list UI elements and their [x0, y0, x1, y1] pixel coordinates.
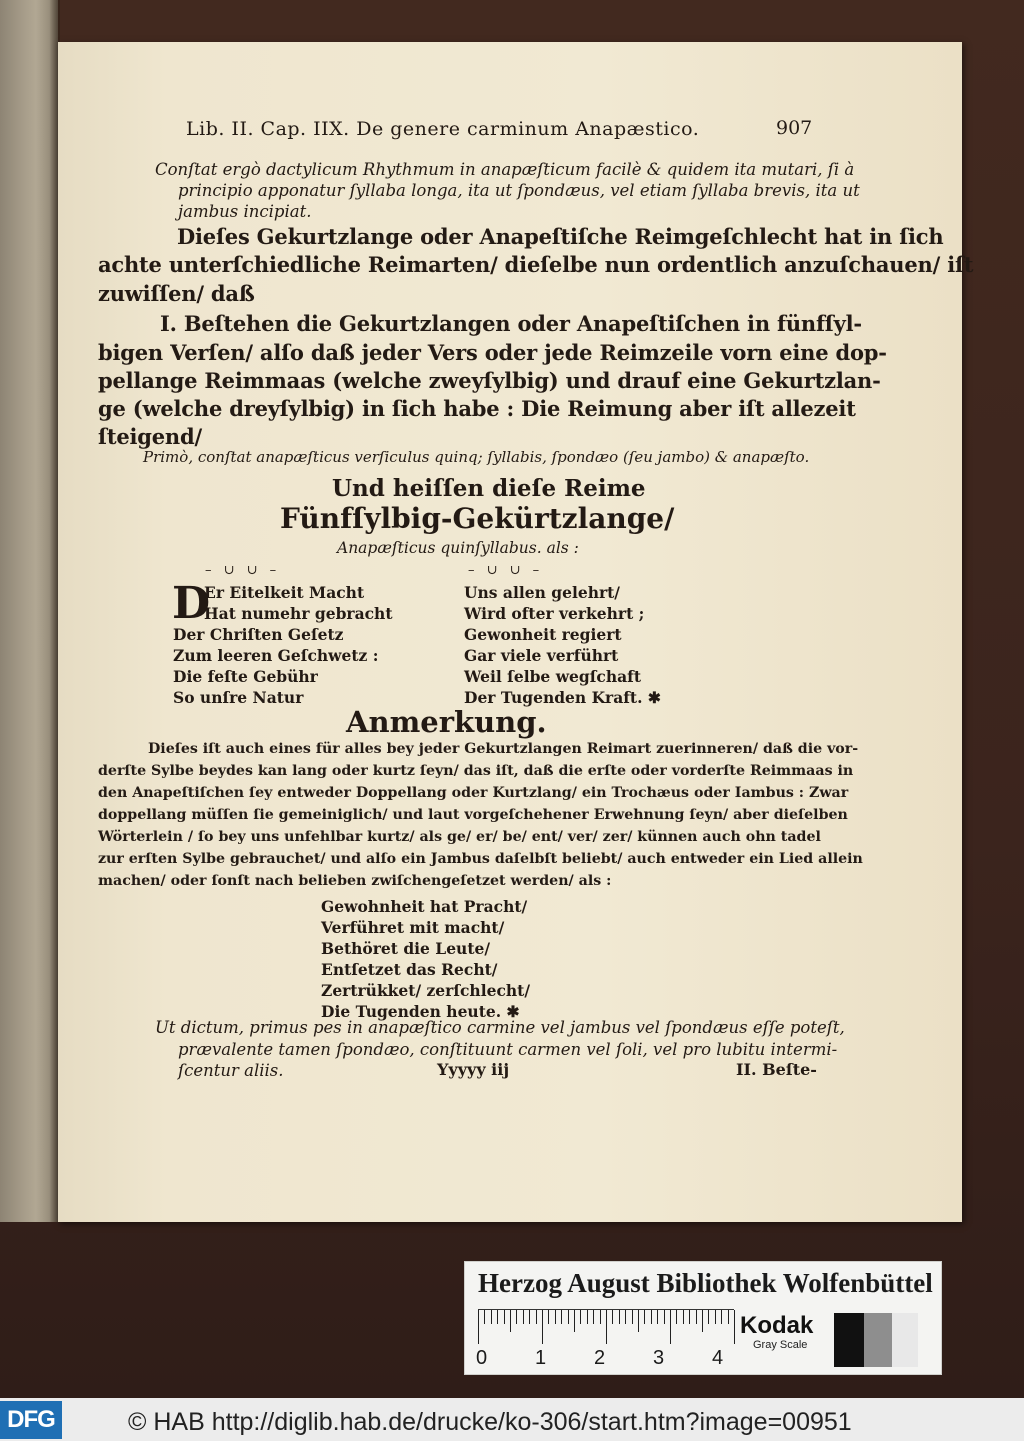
poem-right-line: Gar viele verführt [464, 646, 619, 665]
heading-line-2: Fünfſylbig-Gekürtzlange/ [280, 502, 675, 535]
heading-line-1: Und heiſſen dieſe Reime [332, 475, 646, 502]
gray-patch-mid [864, 1313, 892, 1367]
section-one-line: ſteigend/ [98, 424, 202, 449]
ruler-number: 1 [535, 1347, 547, 1369]
ruler-scale [478, 1309, 734, 1345]
ruler-number: 2 [594, 1347, 606, 1369]
poem-right-line: Gewonheit regiert [464, 625, 622, 644]
ruler-tick [664, 1310, 665, 1324]
poem-left-line: Der Chriſten Geſetz [173, 625, 344, 644]
ruler-tick [689, 1310, 690, 1324]
poem-left-line: So unſre Natur [173, 688, 304, 707]
latin-outro-line: prævalente tamen ſpondæo, conſtituunt carmen vel ſoli, vel pro lubitu intermi- [178, 1040, 838, 1059]
library-name: Herzog August Bibliothek Wolfenbüttel [478, 1268, 933, 1298]
ruler-tick [702, 1310, 703, 1332]
gray-patch-light [892, 1313, 918, 1367]
ruler-tick [555, 1310, 556, 1324]
ruler-tick [497, 1310, 498, 1324]
gray-patch-black [834, 1313, 864, 1367]
latin-outro-line: ſcentur aliis. [178, 1061, 284, 1080]
running-header: Lib. II. Cap. IIX. De genere carminum Anapæstico. [186, 118, 700, 140]
ruler-tick [676, 1310, 677, 1324]
latin-outro-line: Ut dictum, primus pes in anapæſtico carmine vel jambus vel ſpondæus eſſe poteſt, [155, 1018, 845, 1037]
poem-left-line: Die feſte Gebühr [173, 667, 318, 686]
ruler-tick [523, 1310, 524, 1324]
german-intro-line: achte unterſchiedliche Reimarten/ dieſelbe nun ordentlich anzuſchauen/ iſt [98, 252, 974, 277]
ruler-tick [612, 1310, 613, 1324]
ruler-tick [708, 1310, 709, 1324]
poem-left-line: Er Eitelkeit Macht [204, 583, 365, 602]
ruler-number: 0 [476, 1347, 488, 1369]
latin-intro-line: principio apponatur ſyllaba longa, ita ut ſpondæus, vel etiam ſyllaba brevis, ita ut [178, 181, 860, 200]
poem2-line: Verführet mit macht/ [321, 918, 505, 937]
section-one-line: pellange Reimmaas (welche zweyſylbig) und drauf eine Gekurtzlan- [98, 368, 881, 393]
gutter-shadow [36, 0, 60, 1222]
latin-primo: Primò, conſtat anapæſticus verſiculus quinq; ſyllabis, ſpondæo (ſeu jambo) & anapæſto. [143, 448, 810, 466]
ruler-tick [632, 1310, 633, 1324]
ruler-tick [548, 1310, 549, 1324]
latin-intro-line: Conſtat ergò dactylicum Rhythmum in anapæſticum facilè & quidem ita mutari, ſi à [155, 160, 855, 179]
ruler-tick [644, 1310, 645, 1324]
ruler-tick [606, 1310, 607, 1344]
anmerkung-line: zur erſten Sylbe gebrauchet/ und alſo ein Jambus daſelbſt beliebt/ auch entweder ein Lied allein [98, 851, 863, 867]
ruler-tick [670, 1310, 671, 1344]
kodak-logo: Kodak [740, 1312, 814, 1339]
anmerkung-line: Wörterlein / ſo bey uns unfehlbar kurtz/ als ge/ er/ be/ ent/ ver/ zer/ künnen auch ohn tadel [98, 829, 821, 845]
ruler-number: 3 [653, 1347, 665, 1369]
poem2-line: Entſetzet das Recht/ [321, 960, 498, 979]
ruler-tick [638, 1310, 639, 1332]
ruler-tick [587, 1310, 588, 1324]
poem-right-line: Uns allen gelehrt/ [464, 583, 620, 602]
poem-right-line: Der Tugenden Kraft. ✱ [464, 688, 661, 707]
ruler-tick [715, 1310, 716, 1324]
poem-left-line: Hat numehr gebracht [204, 604, 393, 623]
ruler-tick [491, 1310, 492, 1324]
german-intro-line: Dieſes Gekurtzlange oder Anapeſtiſche Reimgeſchlecht hat in ſich [177, 224, 944, 249]
page-number: 907 [776, 117, 813, 139]
ruler-number: 4 [712, 1347, 724, 1369]
ruler-tick [721, 1310, 722, 1324]
ruler-tick [593, 1310, 594, 1324]
ruler-tick [696, 1310, 697, 1324]
poem2-line: Bethöret die Leute/ [321, 939, 491, 958]
meter-marks-right: – ∪ ∪ – [468, 563, 544, 578]
catchword: II. Beſte- [736, 1060, 817, 1079]
ruler-tick [734, 1310, 735, 1344]
poem-right-line: Wird ofter verkehrt ; [464, 604, 645, 623]
ruler-tick [625, 1310, 626, 1324]
ruler-tick [484, 1310, 485, 1324]
ruler-tick [542, 1310, 543, 1344]
ruler-tick [516, 1310, 517, 1324]
copyright-link[interactable]: © HAB http://diglib.hab.de/drucke/ko-306/start.htm?image=00951 [128, 1408, 852, 1436]
poem-left-line: Zum leeren Geſchwetz : [173, 646, 379, 665]
signature-mark: Yyyyy iij [437, 1060, 510, 1079]
ruler-tick [510, 1310, 511, 1332]
anmerkung-line: machen/ oder ſonſt nach belieben zwiſchengeſetzet werden/ als : [98, 873, 612, 889]
ruler-tick [561, 1310, 562, 1324]
ruler-tick [683, 1310, 684, 1324]
ruler-tick [574, 1310, 575, 1332]
anmerkung-line: derſte Sylbe beydes kan lang oder kurtz ſeyn/ das iſt, daß die erſte oder vorderſte Reimmaas in [98, 763, 854, 779]
ruler-tick [619, 1310, 620, 1324]
ruler-tick [657, 1310, 658, 1324]
ruler-tick [728, 1310, 729, 1324]
poem2-line: Die Tugenden heute. ✱ [321, 1002, 520, 1021]
section-one-line: ge (welche dreyſylbig) in ſich habe : Die Reimung aber iſt allezeit [98, 396, 856, 421]
section-one-line: bigen Verſen/ alſo daß jeder Vers oder jede Reimzeile vorn eine dop- [98, 340, 887, 365]
gray-scale-label: Gray Scale [753, 1339, 808, 1351]
ruler-tick [529, 1310, 530, 1324]
ruler-tick [600, 1310, 601, 1324]
ruler-tick [651, 1310, 652, 1324]
latin-intro-line: jambus incipiat. [178, 202, 312, 221]
poem2-line: Zertrükket/ zerſchlecht/ [321, 981, 530, 1000]
section-one-line: I. Beſtehen die Gekurtzlangen oder Anapeſtiſchen in fünfſyl- [160, 311, 862, 336]
decorated-initial: D [172, 578, 211, 629]
anmerkung-line: den Anapeſtiſchen ſey entweder Doppellang oder Kurtzlang/ ein Trochæus oder Iambus : Zwar [98, 785, 849, 801]
ruler-tick [568, 1310, 569, 1324]
anmerkung-line: doppellang müſſen ſie gemeiniglich/ und laut vorgeſchehener Erwehnung ſeyn/ aber dieſelben [98, 807, 848, 823]
heading-line-3: Anapæſticus quinſyllabus. als : [337, 539, 579, 557]
ruler-tick [504, 1310, 505, 1324]
ruler-tick [478, 1310, 479, 1344]
anmerkung-line: Dieſes iſt auch eines für alles bey jeder Gekurtzlangen Reimart zuerinneren/ daß die vor- [148, 741, 859, 757]
meter-marks-left: – ∪ ∪ – [205, 563, 281, 578]
ruler-tick [580, 1310, 581, 1324]
ruler-tick [536, 1310, 537, 1324]
german-intro-line: zuwiſſen/ daß [98, 281, 255, 306]
dfg-logo: DFG [0, 1401, 62, 1439]
poem2-line: Gewohnheit hat Pracht/ [321, 897, 528, 916]
poem-right-line: Weil ſelbe wegſchaft [464, 667, 641, 686]
anmerkung-title: Anmerkung. [346, 705, 547, 739]
